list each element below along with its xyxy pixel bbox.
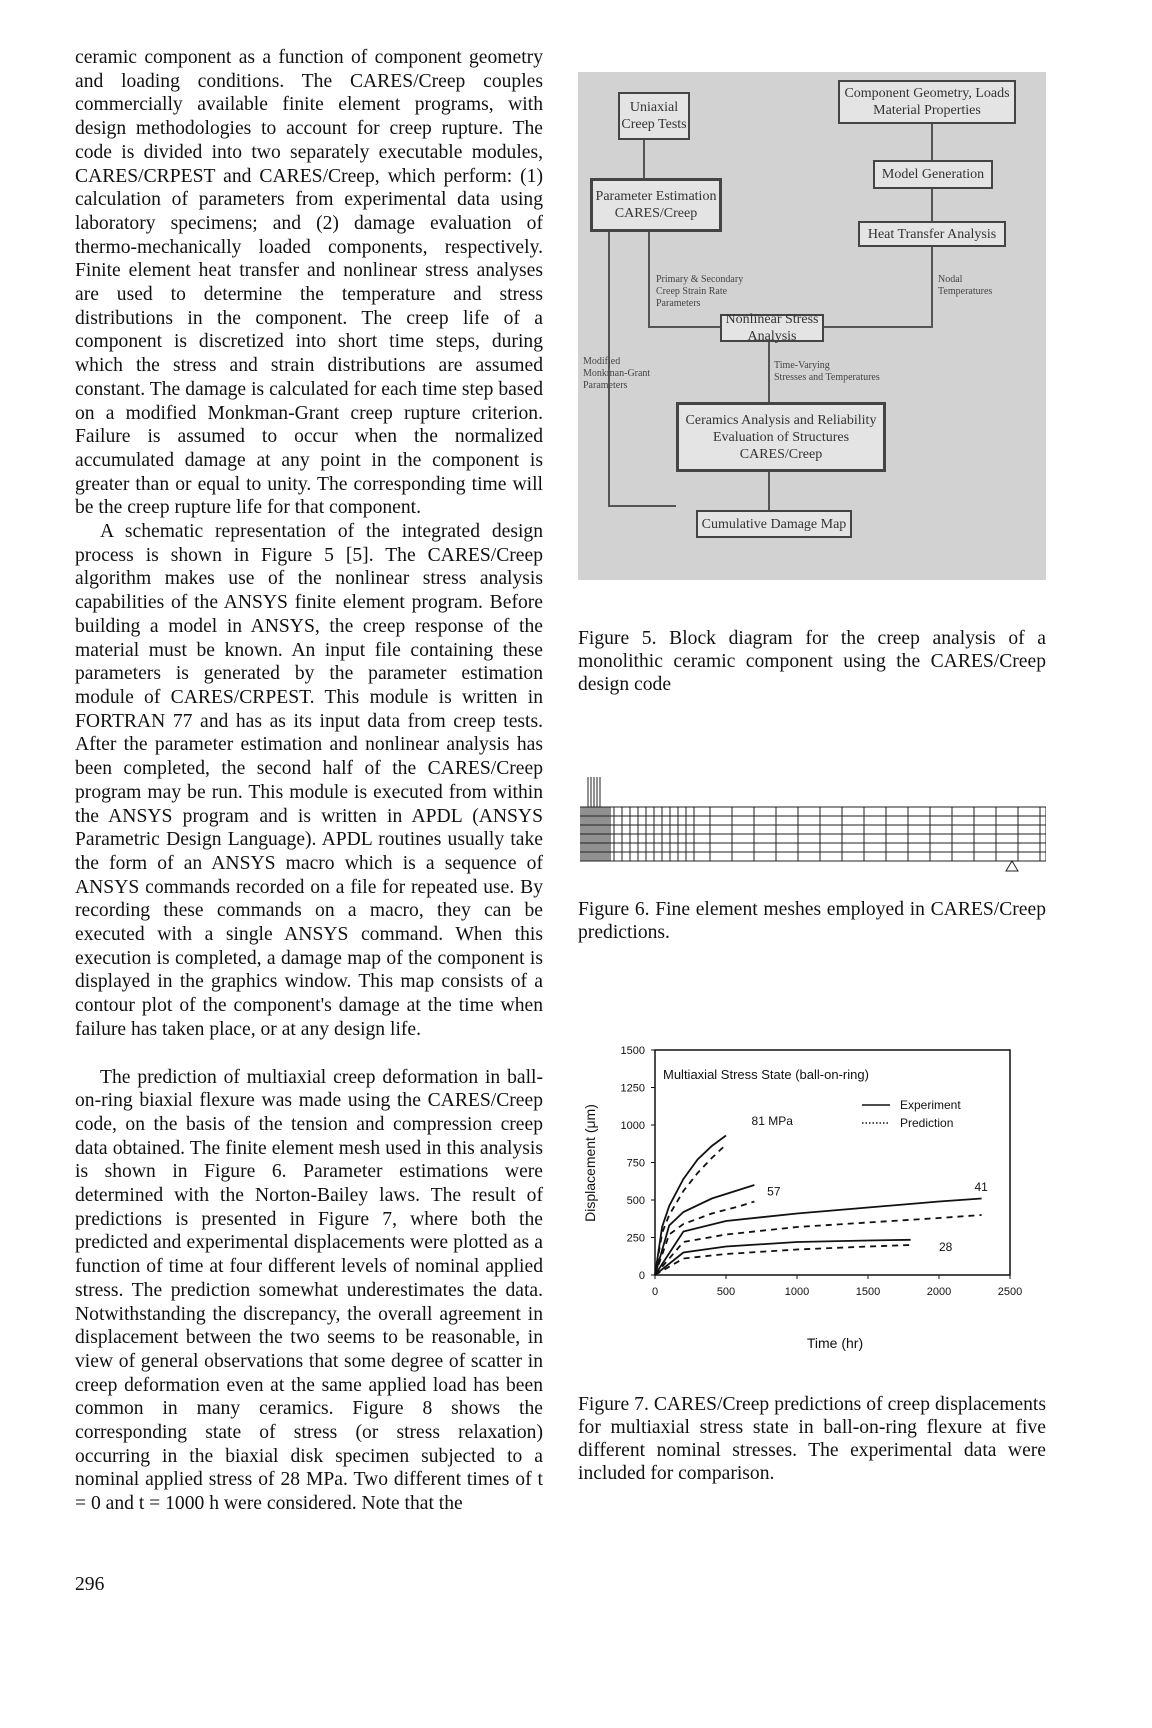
connector <box>931 247 933 328</box>
label-line: Parameters <box>656 298 701 309</box>
y-tick-label: 1250 <box>620 1082 645 1095</box>
box-label: Nonlinear Stress Analysis <box>725 312 819 344</box>
connector <box>931 189 933 221</box>
connector <box>608 505 676 507</box>
box-label: CARES/Creep <box>614 206 698 221</box>
x-tick-label: 500 <box>716 1286 736 1298</box>
modified-monkman-grant-label <box>583 356 650 392</box>
cumulative-damage-map-box <box>696 510 852 538</box>
series-prediction-81-mpa <box>655 1145 726 1276</box>
box-label: Material Properties <box>873 103 981 118</box>
body-paragraph-2: A schematic representation of the integrated design process is shown in Figure 5 [5]. The CARES/Creep algorithm makes use of the nonlinear stress analysis capabilities of the ANSYS finite element program. Before building a model in ANSYS, the creep response of the material must be known. An input file containing these parameters is generated by the parameter estimation module of CARES/CRPEST. This module is written in FORTRAN 77 and has as its input data from creep tests. After the parameter estimation and nonlinear analysis has been completed, the second half of the CARES/Creep program may be run. This module is executed from within the ANSYS program and is written in APDL (ANSYS Parametric Design Language). APDL routines usually take the form of an ANSYS macro which is a sequence of ANSYS commands recorded on a file for repeated use. By recording these commands on a macro, they can be executed with a single ANSYS command. When this execution is completed, a damage map of the component is displayed in the graphics window. This map consists of a contour plot of the component's damage at the time when failure has taken place, or at any design life. <box>75 521 543 1040</box>
series-annotation: 41 <box>974 1180 988 1194</box>
figure-7-chart <box>570 1035 1070 1365</box>
label-line: Nodal <box>938 274 963 285</box>
y-tick-label: 500 <box>626 1195 645 1207</box>
series-experiment-41 <box>655 1199 982 1276</box>
box-label: Cumulative Damage Map <box>701 516 847 532</box>
y-tick-label: 1500 <box>620 1045 645 1057</box>
y-tick-label: 250 <box>626 1232 645 1245</box>
primary-secondary-label <box>656 274 743 310</box>
support-triangle-icon <box>1006 861 1018 871</box>
body-paragraph-3: The prediction of multiaxial creep deformation in ball-on-ring biaxial flexure was made using the CARES/Creep code, on the basis of the tension and compression creep data obtained. The finite element mesh used in this analysis is shown in Figure 6. Parameter estimations were determined with the Norton-Bailey laws. The result of predictions is presented in Figure 7, where both the predicted and experimental displacements were plotted as a function of time at four different levels of nominal applied stress. The prediction somewhat underestimates the data. Notwithstanding the discrepancy, the overall agreement in displacement between the two seems to be reasonable, in view of general observations that some degree of scatter in creep deformation even at the same applied load has been common in many ceramics. Figure 8 shows the corresponding state of stress (or stress relaxation) occurring in the biaxial disk specimen subjected to a nominal applied stress of 28 MPa. Two different times of t = 0 and t = 1000 h were considered. Note that the <box>75 1066 543 1515</box>
label-line: Stresses and Temperatures <box>774 372 880 383</box>
series-experiment-81-mpa <box>655 1136 726 1276</box>
label-line: Parameters <box>583 380 628 391</box>
body-paragraph-1: ceramic component as a function of component geometry and loading conditions. The CARES/Creep couples commercially available finite element programs, with design methodologies to account for creep rupture. The code is divided into two separately executable modules, CARES/CRPEST and CARES/Creep, which perform: (1) calculation of parameters from experimental data using laboratory specimens; and (2) damage evaluation of thermo-mechanically loaded components, respectively. Finite element heat transfer and nonlinear stress analyses are used to determine the temperature and stress distributions in the component. The creep life of a component is discretized into short time steps, during which the stress and strain distributions are assumed constant. The damage is calculated for each time step based on a modified Monkman-Grant creep rupture criterion. Failure is assumed to occur when the normalized accumulated damage at any point in the component is greater than or equal to unity. The corresponding time will be the creep rupture life for that component. <box>75 47 543 519</box>
connector <box>768 342 770 402</box>
x-axis-label: Time (hr) <box>806 1335 864 1351</box>
connector <box>821 326 933 328</box>
box-label: Heat Transfer Analysis <box>867 226 997 242</box>
box-label: Model Generation <box>881 167 985 182</box>
y-tick-label: 1000 <box>620 1120 645 1132</box>
legend-experiment-label: Experiment <box>900 1098 961 1112</box>
connector <box>931 124 933 160</box>
page-number: 296 <box>75 1574 105 1595</box>
x-tick-label: 1500 <box>855 1286 881 1298</box>
model-generation-box <box>873 160 993 189</box>
x-tick-label: 2000 <box>926 1286 952 1298</box>
figure-6-caption: Figure 6. Fine element meshes employed in CARES/Creep predictions. <box>578 899 1046 943</box>
figure-6-mesh <box>580 775 1046 875</box>
box-label: Uniaxial <box>629 100 679 115</box>
y-tick-label: 750 <box>626 1157 645 1170</box>
heat-transfer-box <box>858 221 1006 247</box>
label-line: Creep Strain Rate <box>656 286 728 297</box>
series-annotation: 81 MPa <box>751 1114 793 1128</box>
y-axis-label: Displacement (μm) <box>582 1104 598 1222</box>
connector <box>648 232 650 327</box>
connector <box>643 140 645 178</box>
figure-7-caption: Figure 7. CARES/Creep predictions of creep displacements for multiaxial stress state in ball-on-ring flexure at five different nominal stresses. The experimental data were included for comparison. <box>578 1394 1046 1484</box>
connector <box>768 472 770 510</box>
x-tick-label: 1000 <box>784 1286 810 1298</box>
component-geometry-box <box>838 80 1016 124</box>
series-prediction-41 <box>655 1215 982 1275</box>
box-label: Component Geometry, Loads <box>844 86 1010 101</box>
y-tick-label: 0 <box>638 1270 645 1282</box>
label-line: Primary & Secondary <box>656 274 744 285</box>
ceramics-analysis-box <box>676 402 886 472</box>
x-tick-label: 2500 <box>997 1286 1023 1298</box>
box-label: Ceramics Analysis and Reliability <box>685 412 877 428</box>
box-label: Evaluation of Structures <box>712 429 850 445</box>
label-line: Monkman-Grant <box>583 368 651 379</box>
series-experiment-57 <box>655 1185 754 1275</box>
series-annotation: 57 <box>767 1184 781 1199</box>
parameter-estimation-box <box>590 178 722 232</box>
figure-5-block-diagram <box>578 72 1046 580</box>
series-experiment-28 <box>655 1240 911 1275</box>
chart-title: Multiaxial Stress State (ball-on-ring) <box>663 1067 869 1082</box>
box-label: Creep Tests <box>621 117 687 132</box>
connector <box>648 326 720 328</box>
uniaxial-creep-tests-box <box>618 92 690 140</box>
x-tick-label: 0 <box>651 1286 659 1298</box>
nonlinear-stress-box <box>720 314 824 342</box>
series-prediction-28 <box>655 1245 911 1275</box>
left-column <box>75 46 543 1516</box>
label-line: Time-Varying <box>774 360 830 371</box>
nodal-temperatures-label <box>938 274 992 298</box>
label-line: Modified <box>583 356 621 367</box>
figure-5-caption: Figure 5. Block diagram for the creep analysis of a monolithic ceramic component using the CARES/Creep design code <box>578 628 1046 695</box>
legend-prediction-label: Prediction <box>900 1116 954 1130</box>
box-label: CARES/Creep <box>739 446 823 462</box>
series-annotation: 28 <box>939 1240 953 1254</box>
label-line: Temperatures <box>938 286 993 297</box>
box-label: Parameter Estimation <box>595 189 717 204</box>
time-varying-label <box>774 360 880 384</box>
